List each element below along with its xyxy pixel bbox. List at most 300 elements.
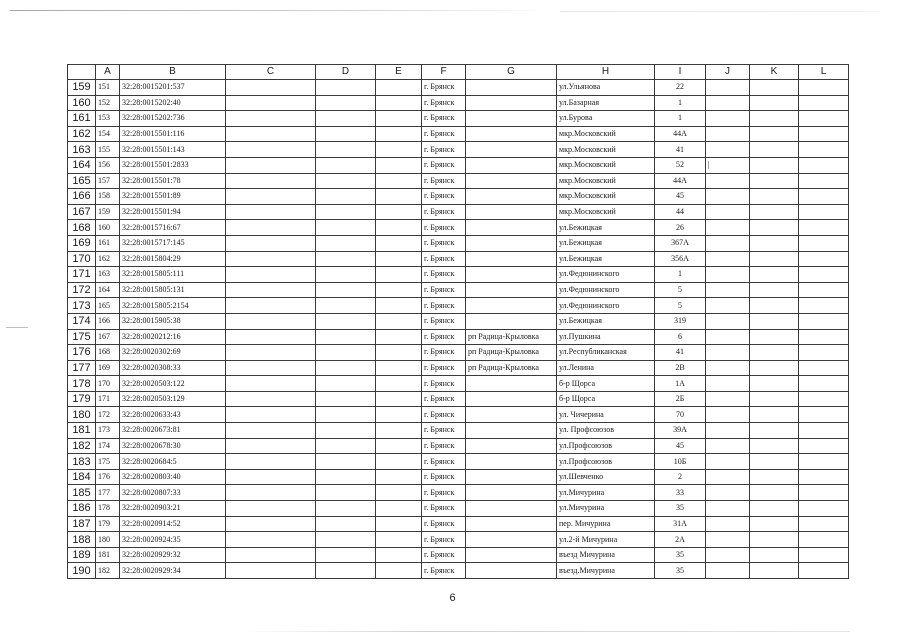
row-header[interactable]: 174 bbox=[68, 313, 96, 329]
cell-e[interactable] bbox=[376, 438, 422, 454]
cell-d[interactable] bbox=[316, 485, 376, 501]
cell-l[interactable] bbox=[799, 95, 849, 111]
cell-d[interactable] bbox=[316, 251, 376, 267]
cell-c[interactable] bbox=[226, 111, 316, 127]
cell-a[interactable]: 180 bbox=[96, 532, 120, 548]
column-header-k[interactable]: K bbox=[750, 65, 799, 80]
cell-b[interactable]: 32:28:0015202:40 bbox=[120, 95, 226, 111]
column-header-g[interactable]: G bbox=[466, 65, 557, 80]
cell-b[interactable]: 32:28:0020903:21 bbox=[120, 501, 226, 517]
cell-l[interactable] bbox=[799, 157, 849, 173]
row-header[interactable]: 178 bbox=[68, 376, 96, 392]
cell-b[interactable]: 32:28:0015501:143 bbox=[120, 142, 226, 158]
row-header[interactable]: 177 bbox=[68, 360, 96, 376]
cell-k[interactable] bbox=[750, 220, 799, 236]
cell-b[interactable]: 32:28:0015201:537 bbox=[120, 80, 226, 96]
cell-h[interactable]: въезд Мичурина bbox=[557, 547, 655, 563]
cell-c[interactable] bbox=[226, 220, 316, 236]
cell-a[interactable]: 176 bbox=[96, 469, 120, 485]
cell-f[interactable]: г. Брянск bbox=[422, 360, 466, 376]
cell-h[interactable]: ул.Федюнинского bbox=[557, 282, 655, 298]
cell-j[interactable] bbox=[706, 516, 750, 532]
cell-h[interactable]: мкр.Московский bbox=[557, 157, 655, 173]
cell-e[interactable] bbox=[376, 204, 422, 220]
row-header[interactable]: 187 bbox=[68, 516, 96, 532]
cell-g[interactable] bbox=[466, 454, 557, 470]
cell-d[interactable] bbox=[316, 111, 376, 127]
cell-f[interactable]: г. Брянск bbox=[422, 438, 466, 454]
cell-l[interactable] bbox=[799, 469, 849, 485]
row-header[interactable]: 190 bbox=[68, 563, 96, 579]
cell-f[interactable]: г. Брянск bbox=[422, 251, 466, 267]
cell-j[interactable] bbox=[706, 204, 750, 220]
cell-e[interactable] bbox=[376, 95, 422, 111]
cell-i[interactable]: 2В bbox=[655, 360, 706, 376]
cell-j[interactable] bbox=[706, 563, 750, 579]
cell-a[interactable]: 153 bbox=[96, 111, 120, 127]
cell-k[interactable] bbox=[750, 391, 799, 407]
cell-l[interactable] bbox=[799, 235, 849, 251]
cell-g[interactable] bbox=[466, 251, 557, 267]
cell-k[interactable] bbox=[750, 313, 799, 329]
cell-j[interactable] bbox=[706, 313, 750, 329]
cell-f[interactable]: г. Брянск bbox=[422, 485, 466, 501]
cell-j[interactable] bbox=[706, 329, 750, 345]
cell-l[interactable] bbox=[799, 516, 849, 532]
cell-i[interactable]: 356А bbox=[655, 251, 706, 267]
cell-j[interactable] bbox=[706, 423, 750, 439]
cell-d[interactable] bbox=[316, 298, 376, 314]
cell-e[interactable] bbox=[376, 313, 422, 329]
cell-h[interactable]: ул. Чичерина bbox=[557, 407, 655, 423]
cell-i[interactable]: 5 bbox=[655, 298, 706, 314]
cell-j[interactable] bbox=[706, 376, 750, 392]
cell-l[interactable] bbox=[799, 501, 849, 517]
cell-b[interactable]: 32:28:0020678:30 bbox=[120, 438, 226, 454]
cell-c[interactable] bbox=[226, 251, 316, 267]
cell-f[interactable]: г. Брянск bbox=[422, 282, 466, 298]
cell-g[interactable] bbox=[466, 438, 557, 454]
cell-l[interactable] bbox=[799, 360, 849, 376]
cell-d[interactable] bbox=[316, 220, 376, 236]
cell-c[interactable] bbox=[226, 547, 316, 563]
cell-c[interactable] bbox=[226, 80, 316, 96]
cell-c[interactable] bbox=[226, 282, 316, 298]
cell-h[interactable]: мкр.Московский bbox=[557, 126, 655, 142]
cell-g[interactable] bbox=[466, 204, 557, 220]
cell-j[interactable] bbox=[706, 454, 750, 470]
cell-a[interactable]: 171 bbox=[96, 391, 120, 407]
cell-h[interactable]: ул.Профсоюзов bbox=[557, 438, 655, 454]
column-header-l[interactable]: L bbox=[799, 65, 849, 80]
cell-l[interactable] bbox=[799, 391, 849, 407]
cell-b[interactable]: 32:28:0020684:5 bbox=[120, 454, 226, 470]
cell-d[interactable] bbox=[316, 173, 376, 189]
cell-d[interactable] bbox=[316, 391, 376, 407]
column-header-h[interactable]: H bbox=[557, 65, 655, 80]
row-header[interactable]: 163 bbox=[68, 142, 96, 158]
cell-b[interactable]: 32:28:0015716:67 bbox=[120, 220, 226, 236]
cell-e[interactable] bbox=[376, 267, 422, 283]
cell-a[interactable]: 178 bbox=[96, 501, 120, 517]
cell-j[interactable]: | bbox=[706, 157, 750, 173]
cell-b[interactable]: 32:28:0020633:43 bbox=[120, 407, 226, 423]
cell-l[interactable] bbox=[799, 532, 849, 548]
cell-g[interactable]: рп Радица-Крыловка bbox=[466, 360, 557, 376]
row-header[interactable]: 162 bbox=[68, 126, 96, 142]
cell-i[interactable]: 1А bbox=[655, 376, 706, 392]
cell-g[interactable] bbox=[466, 220, 557, 236]
cell-l[interactable] bbox=[799, 423, 849, 439]
cell-g[interactable] bbox=[466, 376, 557, 392]
cell-g[interactable] bbox=[466, 485, 557, 501]
cell-f[interactable]: г. Брянск bbox=[422, 95, 466, 111]
cell-d[interactable] bbox=[316, 345, 376, 361]
cell-k[interactable] bbox=[750, 282, 799, 298]
cell-f[interactable]: г. Брянск bbox=[422, 516, 466, 532]
cell-b[interactable]: 32:28:0015805:131 bbox=[120, 282, 226, 298]
cell-h[interactable]: ул.Шевченко bbox=[557, 469, 655, 485]
cell-c[interactable] bbox=[226, 313, 316, 329]
cell-b[interactable]: 32:28:0020308:33 bbox=[120, 360, 226, 376]
cell-e[interactable] bbox=[376, 235, 422, 251]
cell-c[interactable] bbox=[226, 454, 316, 470]
cell-i[interactable]: 1 bbox=[655, 111, 706, 127]
cell-i[interactable]: 1 bbox=[655, 267, 706, 283]
cell-l[interactable] bbox=[799, 376, 849, 392]
cell-a[interactable]: 157 bbox=[96, 173, 120, 189]
cell-a[interactable]: 154 bbox=[96, 126, 120, 142]
cell-k[interactable] bbox=[750, 469, 799, 485]
cell-l[interactable] bbox=[799, 80, 849, 96]
cell-c[interactable] bbox=[226, 532, 316, 548]
row-header[interactable]: 185 bbox=[68, 485, 96, 501]
cell-a[interactable]: 172 bbox=[96, 407, 120, 423]
cell-i[interactable]: 44А bbox=[655, 126, 706, 142]
cell-j[interactable] bbox=[706, 173, 750, 189]
cell-a[interactable]: 174 bbox=[96, 438, 120, 454]
cell-g[interactable] bbox=[466, 313, 557, 329]
cell-g[interactable] bbox=[466, 563, 557, 579]
cell-d[interactable] bbox=[316, 80, 376, 96]
cell-g[interactable] bbox=[466, 80, 557, 96]
cell-a[interactable]: 165 bbox=[96, 298, 120, 314]
row-header[interactable]: 173 bbox=[68, 298, 96, 314]
cell-i[interactable]: 26 bbox=[655, 220, 706, 236]
cell-d[interactable] bbox=[316, 438, 376, 454]
cell-i[interactable]: 2 bbox=[655, 469, 706, 485]
cell-j[interactable] bbox=[706, 469, 750, 485]
cell-i[interactable]: 1 bbox=[655, 95, 706, 111]
cell-d[interactable] bbox=[316, 204, 376, 220]
column-header-a[interactable]: A bbox=[96, 65, 120, 80]
cell-l[interactable] bbox=[799, 298, 849, 314]
cell-d[interactable] bbox=[316, 547, 376, 563]
cell-f[interactable]: г. Брянск bbox=[422, 532, 466, 548]
cell-j[interactable] bbox=[706, 438, 750, 454]
cell-k[interactable] bbox=[750, 173, 799, 189]
cell-a[interactable]: 151 bbox=[96, 80, 120, 96]
cell-i[interactable]: 5 bbox=[655, 282, 706, 298]
cell-k[interactable] bbox=[750, 423, 799, 439]
cell-a[interactable]: 161 bbox=[96, 235, 120, 251]
row-header[interactable]: 182 bbox=[68, 438, 96, 454]
cell-i[interactable]: 44А bbox=[655, 173, 706, 189]
cell-l[interactable] bbox=[799, 251, 849, 267]
cell-i[interactable]: 367А bbox=[655, 235, 706, 251]
cell-h[interactable]: ул.Федюнинского bbox=[557, 267, 655, 283]
cell-e[interactable] bbox=[376, 407, 422, 423]
column-header-j[interactable]: J bbox=[706, 65, 750, 80]
cell-g[interactable] bbox=[466, 111, 557, 127]
cell-h[interactable]: ул.Республиканская bbox=[557, 345, 655, 361]
cell-l[interactable] bbox=[799, 329, 849, 345]
cell-b[interactable]: 32:28:0015805:111 bbox=[120, 267, 226, 283]
cell-b[interactable]: 32:28:0015202:736 bbox=[120, 111, 226, 127]
cell-b[interactable]: 32:28:0020924:35 bbox=[120, 532, 226, 548]
cell-g[interactable] bbox=[466, 391, 557, 407]
cell-k[interactable] bbox=[750, 485, 799, 501]
cell-i[interactable]: 41 bbox=[655, 142, 706, 158]
cell-j[interactable] bbox=[706, 95, 750, 111]
row-header[interactable]: 175 bbox=[68, 329, 96, 345]
cell-f[interactable]: г. Брянск bbox=[422, 469, 466, 485]
cell-a[interactable]: 163 bbox=[96, 267, 120, 283]
column-header-f[interactable]: F bbox=[422, 65, 466, 80]
cell-j[interactable] bbox=[706, 547, 750, 563]
cell-k[interactable] bbox=[750, 563, 799, 579]
cell-l[interactable] bbox=[799, 345, 849, 361]
row-header[interactable]: 159 bbox=[68, 80, 96, 96]
cell-b[interactable]: 32:28:0020807:33 bbox=[120, 485, 226, 501]
cell-f[interactable]: г. Брянск bbox=[422, 204, 466, 220]
cell-a[interactable]: 167 bbox=[96, 329, 120, 345]
cell-g[interactable] bbox=[466, 189, 557, 205]
cell-i[interactable]: 31А bbox=[655, 516, 706, 532]
cell-l[interactable] bbox=[799, 282, 849, 298]
cell-a[interactable]: 169 bbox=[96, 360, 120, 376]
cell-h[interactable]: ул.Бурова bbox=[557, 111, 655, 127]
cell-a[interactable]: 170 bbox=[96, 376, 120, 392]
cell-h[interactable]: мкр.Московский bbox=[557, 204, 655, 220]
cell-c[interactable] bbox=[226, 142, 316, 158]
row-header[interactable]: 171 bbox=[68, 267, 96, 283]
cell-f[interactable]: г. Брянск bbox=[422, 157, 466, 173]
cell-b[interactable]: 32:28:0015501:116 bbox=[120, 126, 226, 142]
cell-g[interactable] bbox=[466, 157, 557, 173]
cell-d[interactable] bbox=[316, 267, 376, 283]
cell-j[interactable] bbox=[706, 501, 750, 517]
cell-f[interactable]: г. Брянск bbox=[422, 501, 466, 517]
cell-h[interactable]: мкр.Московский bbox=[557, 142, 655, 158]
cell-g[interactable] bbox=[466, 267, 557, 283]
cell-d[interactable] bbox=[316, 454, 376, 470]
cell-d[interactable] bbox=[316, 126, 376, 142]
cell-g[interactable] bbox=[466, 142, 557, 158]
cell-k[interactable] bbox=[750, 547, 799, 563]
cell-h[interactable]: б-р Щорса bbox=[557, 391, 655, 407]
cell-e[interactable] bbox=[376, 345, 422, 361]
cell-b[interactable]: 32:28:0020212:16 bbox=[120, 329, 226, 345]
row-header[interactable]: 184 bbox=[68, 469, 96, 485]
cell-g[interactable] bbox=[466, 547, 557, 563]
cell-b[interactable]: 32:28:0015717:145 bbox=[120, 235, 226, 251]
row-header[interactable]: 172 bbox=[68, 282, 96, 298]
cell-b[interactable]: 32:28:0015905:38 bbox=[120, 313, 226, 329]
row-header[interactable]: 167 bbox=[68, 204, 96, 220]
cell-d[interactable] bbox=[316, 157, 376, 173]
cell-e[interactable] bbox=[376, 142, 422, 158]
cell-h[interactable]: б-р Щорса bbox=[557, 376, 655, 392]
cell-k[interactable] bbox=[750, 235, 799, 251]
cell-h[interactable]: ул.Бежицкая bbox=[557, 235, 655, 251]
cell-d[interactable] bbox=[316, 501, 376, 517]
cell-e[interactable] bbox=[376, 454, 422, 470]
cell-a[interactable]: 158 bbox=[96, 189, 120, 205]
cell-l[interactable] bbox=[799, 220, 849, 236]
cell-g[interactable] bbox=[466, 469, 557, 485]
column-header-b[interactable]: B bbox=[120, 65, 226, 80]
cell-f[interactable]: г. Брянск bbox=[422, 235, 466, 251]
cell-d[interactable] bbox=[316, 313, 376, 329]
row-header[interactable]: 169 bbox=[68, 235, 96, 251]
cell-b[interactable]: 32:28:0020914:52 bbox=[120, 516, 226, 532]
cell-j[interactable] bbox=[706, 345, 750, 361]
cell-i[interactable]: 35 bbox=[655, 547, 706, 563]
cell-a[interactable]: 173 bbox=[96, 423, 120, 439]
cell-c[interactable] bbox=[226, 95, 316, 111]
cell-d[interactable] bbox=[316, 407, 376, 423]
cell-a[interactable]: 152 bbox=[96, 95, 120, 111]
row-header[interactable]: 180 bbox=[68, 407, 96, 423]
cell-k[interactable] bbox=[750, 80, 799, 96]
cell-i[interactable]: 52 bbox=[655, 157, 706, 173]
cell-a[interactable]: 181 bbox=[96, 547, 120, 563]
cell-h[interactable]: ул.Бежицкая bbox=[557, 251, 655, 267]
cell-e[interactable] bbox=[376, 189, 422, 205]
cell-g[interactable] bbox=[466, 282, 557, 298]
row-header[interactable]: 189 bbox=[68, 547, 96, 563]
row-header[interactable]: 160 bbox=[68, 95, 96, 111]
cell-f[interactable]: г. Брянск bbox=[422, 313, 466, 329]
column-header-c[interactable]: C bbox=[226, 65, 316, 80]
cell-f[interactable]: г. Брянск bbox=[422, 345, 466, 361]
cell-b[interactable]: 32:28:0015501:94 bbox=[120, 204, 226, 220]
cell-i[interactable]: 2Б bbox=[655, 391, 706, 407]
cell-e[interactable] bbox=[376, 469, 422, 485]
cell-h[interactable]: ул.Бежицкая bbox=[557, 220, 655, 236]
cell-k[interactable] bbox=[750, 189, 799, 205]
cell-k[interactable] bbox=[750, 376, 799, 392]
cell-b[interactable]: 32:28:0015805:2154 bbox=[120, 298, 226, 314]
cell-c[interactable] bbox=[226, 376, 316, 392]
cell-a[interactable]: 156 bbox=[96, 157, 120, 173]
cell-h[interactable]: ул. Профсоюзов bbox=[557, 423, 655, 439]
cell-k[interactable] bbox=[750, 438, 799, 454]
cell-c[interactable] bbox=[226, 329, 316, 345]
cell-j[interactable] bbox=[706, 267, 750, 283]
cell-k[interactable] bbox=[750, 298, 799, 314]
cell-l[interactable] bbox=[799, 313, 849, 329]
cell-b[interactable]: 32:28:0015501:2833 bbox=[120, 157, 226, 173]
cell-f[interactable]: г. Брянск bbox=[422, 267, 466, 283]
row-header[interactable]: 161 bbox=[68, 111, 96, 127]
cell-b[interactable]: 32:28:0020803:40 bbox=[120, 469, 226, 485]
cell-i[interactable]: 44 bbox=[655, 204, 706, 220]
cell-d[interactable] bbox=[316, 189, 376, 205]
cell-c[interactable] bbox=[226, 407, 316, 423]
cell-k[interactable] bbox=[750, 267, 799, 283]
cell-a[interactable]: 168 bbox=[96, 345, 120, 361]
cell-c[interactable] bbox=[226, 189, 316, 205]
cell-a[interactable]: 177 bbox=[96, 485, 120, 501]
cell-c[interactable] bbox=[226, 345, 316, 361]
cell-c[interactable] bbox=[226, 360, 316, 376]
cell-h[interactable]: ул.Базарная bbox=[557, 95, 655, 111]
cell-d[interactable] bbox=[316, 329, 376, 345]
cell-f[interactable]: г. Брянск bbox=[422, 454, 466, 470]
cell-d[interactable] bbox=[316, 282, 376, 298]
cell-j[interactable] bbox=[706, 80, 750, 96]
cell-h[interactable]: мкр.Московский bbox=[557, 189, 655, 205]
cell-f[interactable]: г. Брянск bbox=[422, 220, 466, 236]
cell-e[interactable] bbox=[376, 220, 422, 236]
cell-c[interactable] bbox=[226, 204, 316, 220]
corner-cell[interactable] bbox=[68, 65, 96, 80]
cell-l[interactable] bbox=[799, 142, 849, 158]
cell-e[interactable] bbox=[376, 157, 422, 173]
cell-k[interactable] bbox=[750, 454, 799, 470]
cell-i[interactable]: 35 bbox=[655, 501, 706, 517]
cell-j[interactable] bbox=[706, 391, 750, 407]
cell-i[interactable]: 10Б bbox=[655, 454, 706, 470]
row-header[interactable]: 183 bbox=[68, 454, 96, 470]
cell-j[interactable] bbox=[706, 532, 750, 548]
cell-f[interactable]: г. Брянск bbox=[422, 80, 466, 96]
cell-h[interactable]: ул.Пушкина bbox=[557, 329, 655, 345]
column-header-d[interactable]: D bbox=[316, 65, 376, 80]
cell-j[interactable] bbox=[706, 142, 750, 158]
cell-j[interactable] bbox=[706, 407, 750, 423]
cell-d[interactable] bbox=[316, 532, 376, 548]
cell-j[interactable] bbox=[706, 360, 750, 376]
cell-d[interactable] bbox=[316, 516, 376, 532]
cell-d[interactable] bbox=[316, 235, 376, 251]
cell-b[interactable]: 32:28:0020302:69 bbox=[120, 345, 226, 361]
cell-i[interactable]: 45 bbox=[655, 438, 706, 454]
cell-k[interactable] bbox=[750, 501, 799, 517]
cell-e[interactable] bbox=[376, 282, 422, 298]
cell-k[interactable] bbox=[750, 157, 799, 173]
cell-i[interactable]: 70 bbox=[655, 407, 706, 423]
cell-c[interactable] bbox=[226, 298, 316, 314]
cell-c[interactable] bbox=[226, 157, 316, 173]
row-header[interactable]: 168 bbox=[68, 220, 96, 236]
cell-f[interactable]: г. Брянск bbox=[422, 298, 466, 314]
cell-g[interactable] bbox=[466, 235, 557, 251]
cell-h[interactable]: въезд.Мичурина bbox=[557, 563, 655, 579]
cell-f[interactable]: г. Брянск bbox=[422, 547, 466, 563]
row-header[interactable]: 179 bbox=[68, 391, 96, 407]
cell-f[interactable]: г. Брянск bbox=[422, 423, 466, 439]
cell-j[interactable] bbox=[706, 251, 750, 267]
cell-l[interactable] bbox=[799, 111, 849, 127]
cell-c[interactable] bbox=[226, 563, 316, 579]
cell-i[interactable]: 35 bbox=[655, 563, 706, 579]
cell-a[interactable]: 160 bbox=[96, 220, 120, 236]
cell-j[interactable] bbox=[706, 111, 750, 127]
cell-a[interactable]: 182 bbox=[96, 563, 120, 579]
